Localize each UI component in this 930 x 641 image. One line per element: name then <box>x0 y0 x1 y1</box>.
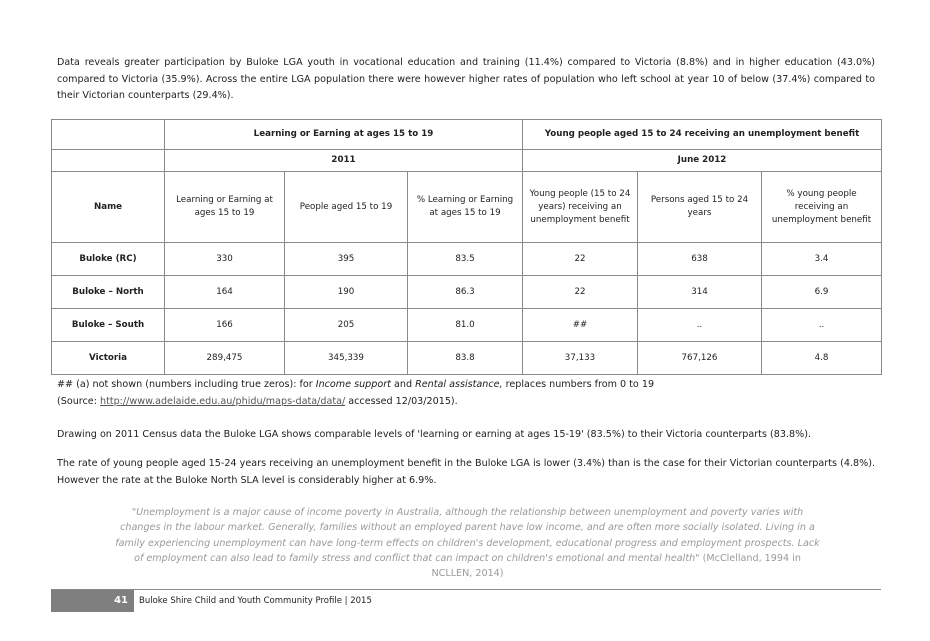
row-name: Buloke – South <box>52 309 165 342</box>
page-number: 41 <box>51 590 134 612</box>
table-row <box>52 342 882 375</box>
table-notes <box>57 376 654 410</box>
source-note <box>57 393 654 410</box>
drawing-paragraph: Drawing on 2011 Census data the Buloke LGA shows comparable levels of 'learning or earning at ages 15-19' (83.5%) to their Victoria counterparts (83.8%). <box>57 429 812 440</box>
table-cell: 22 <box>523 243 638 276</box>
table-cell: ## <box>523 309 638 342</box>
table-cell: 4.8 <box>762 342 882 375</box>
unemployment-group-header: Young people aged 15 to 24 receiving an unemployment benefit <box>523 120 882 150</box>
note-text: and <box>390 379 416 390</box>
suppression-note <box>57 376 654 393</box>
column-header-row <box>52 172 882 243</box>
column-header: Learning or Earning at ages 15 to 19 <box>165 172 285 243</box>
table-cell: .. <box>638 309 762 342</box>
table-cell: .. <box>762 309 882 342</box>
table-cell: 37,133 <box>523 342 638 375</box>
period-header-row <box>52 150 882 172</box>
column-header: People aged 15 to 19 <box>285 172 408 243</box>
quote-text: "Unemployment is a major cause of income poverty in Australia, although the relationship between unemployment and poverty varies with changes in the labour market. Generally, families without an employed parent have low income, and are often more socially isolated. Living in a family experiencing unemployment can have long-term effects on children's development, educational progress and employment prospects. Lack of employment can also lead to family stress and conflict that can impact on children's emotional and mental health" <box>115 507 820 564</box>
table-row <box>52 243 882 276</box>
table-cell: 6.9 <box>762 276 882 309</box>
rate-paragraph: The rate of young people aged 15-24 years receiving an unemployment benefit in the Buloke LGA is lower (3.4%) than is the case for their Victorian counterparts (4.8%). However the rate at the Buloke North SLA level is considerably higher at 6.9%. <box>57 458 875 486</box>
quote-citation: (McClelland, 1994 in NCLLEN, 2014) <box>431 552 801 580</box>
table-cell: 83.5 <box>408 243 523 276</box>
youth-data-table <box>51 119 882 375</box>
table-row <box>52 276 882 309</box>
row-name: Buloke (RC) <box>52 243 165 276</box>
note-rental-assistance: Rental assistance, <box>415 379 503 390</box>
name-column-header: Name <box>52 172 165 243</box>
column-header: Persons aged 15 to 24 years <box>638 172 762 243</box>
unemployment-period-header: June 2012 <box>523 150 882 172</box>
table-cell: 289,475 <box>165 342 285 375</box>
footer-title: Buloke Shire Child and Youth Community Profile | 2015 <box>139 596 372 606</box>
source-text: accessed 12/03/2015). <box>345 396 458 407</box>
note-income-support: Income support <box>315 379 391 390</box>
source-text: (Source: <box>57 396 100 407</box>
note-text: ## (a) not shown (numbers including true zeros): for <box>57 379 316 390</box>
table-cell: 767,126 <box>638 342 762 375</box>
row-name: Victoria <box>52 342 165 375</box>
intro-paragraph: Data reveals greater participation by Buloke LGA youth in vocational education and training (11.4%) compared to Victoria (8.8%) and in higher education (43.0%) compared to Victoria (35.9%). Across the entire LGA population there were however higher rates of population who left school at year 10 of below (37.4%) compared to their Victorian counterparts (29.4%). <box>57 57 875 101</box>
column-header: % Learning or Earning at ages 15 to 19 <box>408 172 523 243</box>
corner-cell <box>52 120 165 150</box>
table-cell: 638 <box>638 243 762 276</box>
group-header-row <box>52 120 882 150</box>
source-link[interactable]: http://www.adelaide.edu.au/phidu/maps-data/data/ <box>99 396 346 407</box>
table-cell: 86.3 <box>408 276 523 309</box>
learning-group-header: Learning or Earning at ages 15 to 19 <box>165 120 523 150</box>
table-cell: 190 <box>285 276 408 309</box>
table-cell: 81.0 <box>408 309 523 342</box>
table-cell: 164 <box>165 276 285 309</box>
table-cell: 314 <box>638 276 762 309</box>
table-cell: 205 <box>285 309 408 342</box>
pull-quote <box>115 505 820 581</box>
table-cell: 83.8 <box>408 342 523 375</box>
column-header: Young people (15 to 24 years) receiving an unemployment benefit <box>523 172 638 243</box>
learning-period-header: 2011 <box>165 150 523 172</box>
table-row <box>52 309 882 342</box>
row-name: Buloke – North <box>52 276 165 309</box>
table-cell: 3.4 <box>762 243 882 276</box>
table-cell: 395 <box>285 243 408 276</box>
table-cell: 22 <box>523 276 638 309</box>
corner-cell <box>52 150 165 172</box>
table-cell: 330 <box>165 243 285 276</box>
table-cell: 345,339 <box>285 342 408 375</box>
note-text: replaces numbers from 0 to 19 <box>502 379 655 390</box>
table-cell: 166 <box>165 309 285 342</box>
column-header: % young people receiving an unemployment benefit <box>762 172 882 243</box>
